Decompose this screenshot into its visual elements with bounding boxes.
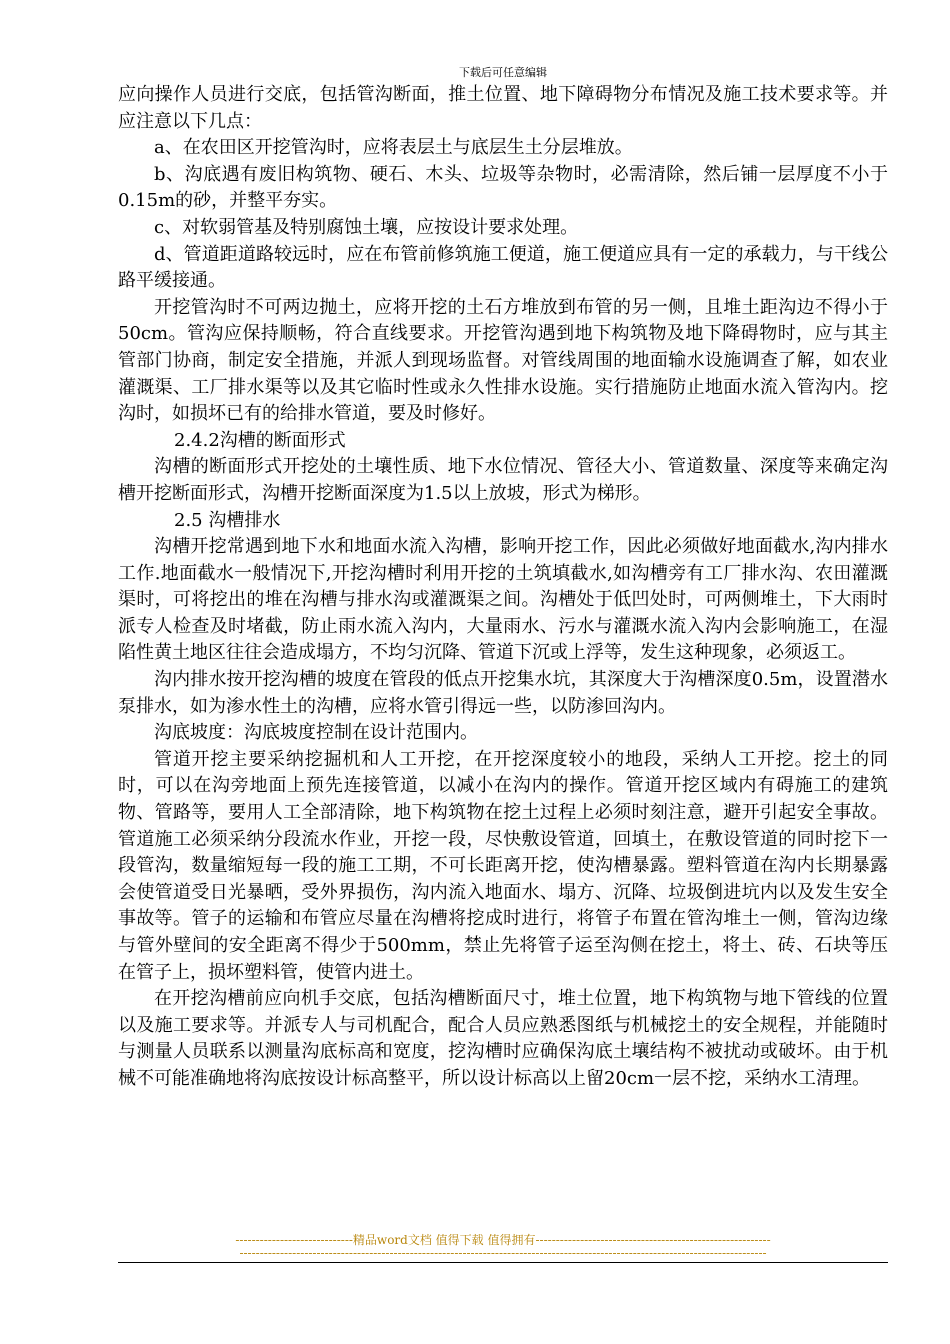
paragraph: 应向操作人员进行交底，包括管沟断面，推土位置、地下障碍物分布情况及施工技术要求等。并应注意以下几点： xyxy=(118,84,888,132)
paragraph: 沟底坡度：沟底坡度控制在设计范围内。 xyxy=(154,722,478,744)
paragraph: a、在农田区开挖管沟时，应将表层土与底层生土分层堆放。 xyxy=(154,137,633,159)
paragraph: 沟内排水按开挖沟槽的坡度在管段的低点开挖集水坑，其深度大于沟槽深度0.5m，设置潜水泵排水，如为渗水性土的沟槽，应将水管引得远一些，以防渗回沟内。 xyxy=(118,669,888,717)
section-heading: 2.4.2沟槽的断面形式 xyxy=(174,429,346,451)
document-page xyxy=(118,0,888,1344)
paragraph: 沟槽的断面形式开挖处的土壤性质、地下水位情况、管径大小、管道数量、深度等来确定沟槽开挖断面形式，沟槽开挖断面深度为1.5以上放坡，形式为梯形。 xyxy=(118,456,888,504)
paragraph: 开挖管沟时不可两边抛土，应将开挖的土石方堆放到布管的另一侧，且堆土距沟边不得小于50cm。管沟应保持顺畅，符合直线要求。开挖管沟遇到地下构筑物及地下降碍物时，应与其主管部门协商，制定安全措施，并派人到现场监督。对管线周围的地面输水设施调查了解，如农业灌溉渠、工厂排水渠等以及其它临时性或永久性排水设施。实行措施防止地面水流入管沟内。挖沟时，如损坏已有的给排水管道，要及时修好。 xyxy=(118,296,888,425)
paragraph: d、管道距道路较远时，应在布管前修筑施工便道，施工便道应具有一定的承载力，与干线公路平缓接通。 xyxy=(118,243,888,292)
footer-banner: -----------------------------精品word文档 值得下载 值得拥有---------------------------------------------------------- xyxy=(235,1233,771,1247)
bottom-rule xyxy=(118,1262,888,1263)
paragraph: b、沟底遇有废旧构筑物、硬石、木头、垃圾等杂物时，必需清除，然后铺一层厚度不小于0.15m的砂，并整平夯实。 xyxy=(118,163,888,212)
paragraph: c、对软弱管基及特别腐蚀土壤，应按设计要求处理。 xyxy=(154,216,579,238)
paragraph: 在开挖沟槽前应向机手交底，包括沟槽断面尺寸，堆土位置，地下构筑物与地下管线的位置以及施工要求等。并派专人与司机配合，配合人员应熟悉图纸与机械挖土的安全规程，并能随时与测量人员联系以测量沟底标高和宽度，挖沟槽时应确保沟底土壤结构不被扰动或破坏。由于机械不可能准确地将沟底按设计标高整平，所以设计标高以上留20cm一层不挖，采纳水工清理。 xyxy=(118,988,888,1089)
paragraph: 沟槽开挖常遇到地下水和地面水流入沟槽，影响开挖工作，因此必须做好地面截水,沟内排水工作.地面截水一般情况下,开挖沟槽时利用开挖的土筑填截水,如沟槽旁有工厂排水沟、农田灌溉渠时，可将挖出的堆在沟槽与排水沟或灌溉渠之间。沟槽处于低凹处时，可两侧堆土，下大雨时派专人检查及时堵截，防止雨水流入沟内，大量雨水、污水与灌溉水流入沟内会影响施工，在湿陷性黄土地区往往会造成塌方，不均匀沉降、管道下沉或上浮等，发生这种现象，必须返工。 xyxy=(118,536,888,664)
body-text xyxy=(118,82,888,1093)
paragraph: 管道开挖主要采纳挖掘机和人工开挖，在开挖深度较小的地段，采纳人工开挖。挖土的同时，可以在沟旁地面上预先连接管道，以减小在沟内的操作。管道开挖区域内有碍施工的建筑物、管路等，要用人工全部清除，地下构筑物在挖土过程上必须时刻注意，避开引起安全事故。管道施工必须采纳分段流水作业，开挖一段，尽快敷设管道，回填土，在敷设管道的同时挖下一段管沟，数量缩短每一段的施工工期，不可长距离开挖，使沟槽暴露。塑料管道在沟内长期暴露会使管道受日光暴晒，受外界损伤，沟内流入地面水、塌方、沉降、垃圾倒进坑内以及发生安全事故等。管子的运输和布管应尽量在沟槽将挖成时进行，将管子布置在管沟堆土一侧，管沟边缘与管外壁间的安全距离不得少于500mm，禁止先将管子运至沟侧在挖土，将土、砖、石块等压在管子上，损坏塑料管，使管内进土。 xyxy=(118,748,888,983)
header-note: 下载后可任意编辑 xyxy=(459,66,547,79)
section-heading: 2.5 沟槽排水 xyxy=(174,509,281,531)
footer-dash-line: ---------------------------------------------------------------------------------------------------------------------------------- xyxy=(239,1246,767,1260)
